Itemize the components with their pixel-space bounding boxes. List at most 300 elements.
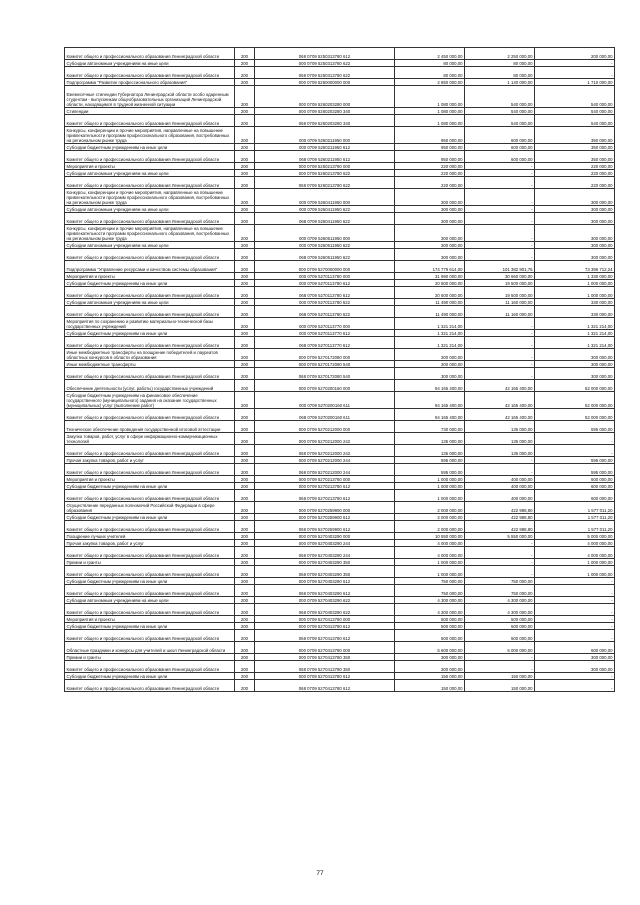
table-row <box>65 502 615 514</box>
executed-amount-cell: - <box>465 213 535 225</box>
line-code-cell: 200 <box>235 189 255 206</box>
unexecuted-amount-cell: - <box>535 445 615 457</box>
unexecuted-amount-cell: 1 577 011,20 <box>535 502 615 514</box>
budget-classification-cell: 000 0709 5270413780 612 <box>255 623 395 630</box>
unexecuted-amount-cell: - <box>535 585 615 597</box>
budget-classification-cell: 000 0709 5270200160 000 <box>255 380 395 392</box>
line-code-cell: 200 <box>235 559 255 566</box>
budget-classification-cell: 068 0709 5270413780 612 <box>255 680 395 692</box>
approved-amount-cell: 94 165 400,00 <box>395 392 465 409</box>
approved-amount-cell: 300 000,00 <box>395 349 465 361</box>
executed-amount-cell: - <box>465 457 535 464</box>
table-row <box>65 299 615 306</box>
unexecuted-amount-cell: 1 710 000,00 <box>535 79 615 86</box>
line-code-cell: 200 <box>235 368 255 380</box>
name-cell: Комитет общего и профессионального образования Ленинградской области <box>65 287 235 299</box>
name-cell: Премии и гранты <box>65 559 235 566</box>
page-number: 77 <box>316 870 324 877</box>
name-cell: Субсидии бюджетным учреждениям на иные цели <box>65 623 235 630</box>
budget-classification-cell: 068 0709 5270172080 540 <box>255 368 395 380</box>
approved-amount-cell: 1 000 000,00 <box>395 476 465 483</box>
unexecuted-amount-cell: - <box>535 623 615 630</box>
table-row <box>65 86 615 108</box>
name-cell: Комитет общего и профессионального образования Ленинградской области <box>65 337 235 349</box>
executed-amount-cell: 500 000,00 <box>465 630 535 642</box>
name-cell: Комитет общего и профессионального образования Ленинградской области <box>65 445 235 457</box>
unexecuted-amount-cell: 300 000,00 <box>535 242 615 249</box>
line-code-cell: 200 <box>235 163 255 170</box>
name-cell: Конкурсы, конференции и прочие мероприятия, направленные на повышение привлекательности программ профессионального образования, востребованных на региональном рынке труда <box>65 189 235 206</box>
approved-amount-cell: 150 000,00 <box>395 673 465 680</box>
name-cell: Мероприятия и проекты <box>65 476 235 483</box>
executed-amount-cell: - <box>465 189 535 206</box>
budget-classification-cell: 068 0709 5270213780 612 <box>255 490 395 502</box>
name-cell: Субсидии бюджетным учреждениям на иные цели <box>65 483 235 490</box>
approved-amount-cell: 1 000 000,00 <box>395 483 465 490</box>
executed-amount-cell: 42 165 400,00 <box>465 392 535 409</box>
unexecuted-amount-cell: 600 000,00 <box>535 476 615 483</box>
budget-classification-cell: 068 0709 5260511950 622 <box>255 249 395 261</box>
name-cell: Субсидии бюджетным учреждениям на иные цели <box>65 144 235 151</box>
budget-classification-cell: 000 0709 5270212000 000 <box>255 421 395 433</box>
line-code-cell: 200 <box>235 337 255 349</box>
name-cell: Техническое обеспечение проведения государственной итоговой аттестации <box>65 421 235 433</box>
name-cell: Комитет общего и профессионального образования Ленинградской области <box>65 249 235 261</box>
table-row <box>65 559 615 566</box>
table-row <box>65 261 615 273</box>
unexecuted-amount-cell: 1 321 214,00 <box>535 337 615 349</box>
budget-classification-cell: 068 0709 5270113780 622 <box>255 306 395 318</box>
executed-amount-cell: 19 500 000,00 <box>465 287 535 299</box>
unexecuted-amount-cell: 1 000 000,00 <box>535 287 615 299</box>
budget-classification-cell: 068 0709 5270212000 242 <box>255 445 395 457</box>
line-code-cell: 200 <box>235 261 255 273</box>
name-cell: Прочая закупка товаров, работ и услуг <box>65 540 235 547</box>
table-row <box>65 547 615 559</box>
unexecuted-amount-cell: 350 000,00 <box>535 144 615 151</box>
name-cell: Комитет общего и профессионального образования Ленинградской области <box>65 177 235 189</box>
line-code-cell: 200 <box>235 476 255 483</box>
approved-amount-cell: 300 000,00 <box>395 206 465 213</box>
name-cell: Комитет общего и профессионального образования Ленинградской области <box>65 409 235 421</box>
unexecuted-amount-cell: 350 000,00 <box>535 127 615 144</box>
name-cell: Субсидии бюджетным учреждениям на финансовое обеспечение государственного (муниципального) задания на оказание государственных (муниципальных) услуг (выполнение работ) <box>65 392 235 409</box>
budget-classification-cell: 000 0709 5260203280 340 <box>255 108 395 115</box>
line-code-cell: 200 <box>235 177 255 189</box>
table-row <box>65 604 615 616</box>
unexecuted-amount-cell: 350 000,00 <box>535 151 615 163</box>
name-cell: Комитет общего и профессионального образования Ленинградской области <box>65 368 235 380</box>
name-cell: Мероприятия и проекты <box>65 163 235 170</box>
table-row <box>65 445 615 457</box>
approved-amount-cell: 1 321 214,00 <box>395 337 465 349</box>
table-row <box>65 115 615 127</box>
table-row <box>65 630 615 642</box>
executed-amount-cell: - <box>465 330 535 337</box>
budget-classification-cell: 068 0709 5270113780 612 <box>255 287 395 299</box>
executed-amount-cell: 11 160 000,00 <box>465 299 535 306</box>
executed-amount-cell: 4 300 000,00 <box>465 597 535 604</box>
line-code-cell: 200 <box>235 380 255 392</box>
unexecuted-amount-cell: 52 000 000,00 <box>535 392 615 409</box>
table-row <box>65 585 615 597</box>
approved-amount-cell: 2 000 000,00 <box>395 514 465 521</box>
approved-amount-cell: 2 850 000,00 <box>395 79 465 86</box>
budget-classification-cell: 000 0709 5270403290 612 <box>255 578 395 585</box>
table-row <box>65 540 615 547</box>
approved-amount-cell: 20 500 000,00 <box>395 280 465 287</box>
line-code-cell: 200 <box>235 654 255 661</box>
name-cell: Комитет общего и профессионального образования Ленинградской области <box>65 306 235 318</box>
budget-classification-cell: 068 0709 5250313780 612 <box>255 48 395 60</box>
line-code-cell: 200 <box>235 630 255 642</box>
line-code-cell: 200 <box>235 392 255 409</box>
line-code-cell: 200 <box>235 170 255 177</box>
executed-amount-cell: - <box>465 225 535 242</box>
name-cell: Иные межбюджетные трансферты <box>65 361 235 368</box>
approved-amount-cell: 300 000,00 <box>395 368 465 380</box>
line-code-cell: 200 <box>235 597 255 604</box>
table-row <box>65 476 615 483</box>
line-code-cell: 200 <box>235 673 255 680</box>
table-row <box>65 242 615 249</box>
approved-amount-cell: 2 450 000,00 <box>395 48 465 60</box>
unexecuted-amount-cell: - <box>535 67 615 79</box>
budget-classification-cell: 000 0709 5270413780 612 <box>255 673 395 680</box>
unexecuted-amount-cell: - <box>535 630 615 642</box>
unexecuted-amount-cell: 52 000 000,00 <box>535 409 615 421</box>
budget-classification-cell: 000 0709 5270172080 540 <box>255 361 395 368</box>
line-code-cell: 200 <box>235 115 255 127</box>
line-code-cell: 200 <box>235 533 255 540</box>
unexecuted-amount-cell: 595 000,00 <box>535 464 615 476</box>
table-row <box>65 108 615 115</box>
table-row <box>65 177 615 189</box>
line-code-cell: 200 <box>235 521 255 533</box>
line-code-cell: 200 <box>235 273 255 280</box>
approved-amount-cell: 300 000,00 <box>395 225 465 242</box>
table-row <box>65 127 615 144</box>
approved-amount-cell: 300 000,00 <box>395 213 465 225</box>
name-cell: Комитет общего и профессионального образования Ленинградской области <box>65 464 235 476</box>
table-row <box>65 48 615 60</box>
approved-amount-cell: 4 300 000,00 <box>395 597 465 604</box>
name-cell: Субсидии автономным учреждениям на иные цели <box>65 299 235 306</box>
executed-amount-cell: - <box>465 368 535 380</box>
unexecuted-amount-cell: 595 000,00 <box>535 421 615 433</box>
name-cell: Иные межбюджетные трансферты на поощрение победителей и лауреатов областных конкурсов в области образования <box>65 349 235 361</box>
line-code-cell: 200 <box>235 318 255 330</box>
line-code-cell: 200 <box>235 361 255 368</box>
approved-amount-cell: 220 000,00 <box>395 170 465 177</box>
unexecuted-amount-cell: - <box>535 680 615 692</box>
name-cell: Субсидии бюджетным учреждениям на иные цели <box>65 673 235 680</box>
approved-amount-cell: 4 000 000,00 <box>395 547 465 559</box>
name-cell: Комитет общего и профессионального образования Ленинградской области <box>65 585 235 597</box>
table-row <box>65 654 615 661</box>
budget-classification-cell: 000 0709 5260211950 612 <box>255 144 395 151</box>
executed-amount-cell: 150 000,00 <box>465 680 535 692</box>
line-code-cell: 200 <box>235 86 255 108</box>
name-cell: Комитет общего и профессионального образования Ленинградской области <box>65 566 235 578</box>
budget-classification-cell: 068 0709 5270403290 350 <box>255 566 395 578</box>
line-code-cell: 200 <box>235 299 255 306</box>
table-row <box>65 273 615 280</box>
budget-classification-cell: 000 0709 5270413780 000 <box>255 616 395 623</box>
line-code-cell: 200 <box>235 464 255 476</box>
line-code-cell: 200 <box>235 127 255 144</box>
line-code-cell: 200 <box>235 616 255 623</box>
table-row <box>65 79 615 86</box>
executed-amount-cell: 422 988,80 <box>465 521 535 533</box>
table-row <box>65 280 615 287</box>
approved-amount-cell: 11 490 000,00 <box>395 299 465 306</box>
executed-amount-cell: 101 382 901,76 <box>465 261 535 273</box>
line-code-cell: 200 <box>235 604 255 616</box>
executed-amount-cell: - <box>465 654 535 661</box>
unexecuted-amount-cell: 300 000,00 <box>535 249 615 261</box>
executed-amount-cell: 42 165 400,00 <box>465 409 535 421</box>
budget-classification-cell: 000 0709 5270172080 000 <box>255 349 395 361</box>
name-cell: Комитет общего и профессионального образования Ленинградской области <box>65 604 235 616</box>
approved-amount-cell: 94 165 400,00 <box>395 380 465 392</box>
budget-classification-cell: 068 0709 5270403290 612 <box>255 585 395 597</box>
executed-amount-cell: - <box>465 206 535 213</box>
unexecuted-amount-cell: 220 000,00 <box>535 163 615 170</box>
approved-amount-cell: 5 600 000,00 <box>395 642 465 654</box>
unexecuted-amount-cell: 540 000,00 <box>535 115 615 127</box>
unexecuted-amount-cell: 5 000 000,00 <box>535 533 615 540</box>
executed-amount-cell: 540 000,00 <box>465 108 535 115</box>
name-cell: Ежемесячные стипендии Губернатора Ленинградской области особо одаренным студентам - выпускникам общеобразовательных организаций Ленинградской области, находящимся в трудной жизненной ситуации <box>65 86 235 108</box>
unexecuted-amount-cell: - <box>535 433 615 445</box>
budget-classification-cell: 000 0709 5270113770 000 <box>255 318 395 330</box>
table-row <box>65 616 615 623</box>
line-code-cell: 200 <box>235 108 255 115</box>
budget-classification-cell: 068 0709 5270259900 612 <box>255 521 395 533</box>
name-cell: Субсидии автономным учреждениям на иные цели <box>65 597 235 604</box>
approved-amount-cell: 150 000,00 <box>395 680 465 692</box>
budget-table-page <box>64 47 614 692</box>
budget-classification-cell: 000 0709 5260411950 000 <box>255 189 395 206</box>
table-row <box>65 578 615 585</box>
unexecuted-amount-cell: 1 000 000,00 <box>535 280 615 287</box>
line-code-cell: 200 <box>235 421 255 433</box>
executed-amount-cell: 1 140 000,00 <box>465 79 535 86</box>
budget-classification-cell: 000 0709 5260213780 000 <box>255 163 395 170</box>
name-cell: Субсидии бюджетным учреждениям на иные цели <box>65 330 235 337</box>
table-row <box>65 151 615 163</box>
line-code-cell: 200 <box>235 242 255 249</box>
line-code-cell: 200 <box>235 433 255 445</box>
line-code-cell: 200 <box>235 287 255 299</box>
executed-amount-cell: 135 000,00 <box>465 421 535 433</box>
name-cell: Комитет общего и профессионального образования Ленинградской области <box>65 680 235 692</box>
budget-classification-cell: 068 0709 5270413780 350 <box>255 661 395 673</box>
name-cell: Прочая закупка товаров, работ и услуг <box>65 457 235 464</box>
unexecuted-amount-cell: 540 000,00 <box>535 86 615 108</box>
executed-amount-cell: 4 300 000,00 <box>465 604 535 616</box>
executed-amount-cell: 500 000,00 <box>465 623 535 630</box>
table-row <box>65 60 615 67</box>
line-code-cell: 200 <box>235 483 255 490</box>
table-row <box>65 361 615 368</box>
name-cell: Подпрограмма "Управление ресурсами и качеством системы образования" <box>65 261 235 273</box>
executed-amount-cell: 30 660 000,00 <box>465 273 535 280</box>
unexecuted-amount-cell: 1 321 214,00 <box>535 318 615 330</box>
budget-classification-cell: 000 0709 5270212000 244 <box>255 457 395 464</box>
table-row <box>65 380 615 392</box>
budget-classification-cell: 000 0709 5270259900 612 <box>255 514 395 521</box>
executed-amount-cell: 80 000,00 <box>465 60 535 67</box>
executed-amount-cell: - <box>465 349 535 361</box>
budget-classification-cell: 068 0709 5270113770 612 <box>255 337 395 349</box>
approved-amount-cell: 750 000,00 <box>395 585 465 597</box>
approved-amount-cell: 300 000,00 <box>395 249 465 261</box>
executed-amount-cell: 600 000,00 <box>465 151 535 163</box>
line-code-cell: 200 <box>235 623 255 630</box>
table-row <box>65 457 615 464</box>
table-row <box>65 249 615 261</box>
approved-amount-cell: 1 080 000,00 <box>395 86 465 108</box>
executed-amount-cell: 400 000,00 <box>465 490 535 502</box>
budget-classification-cell: 000 0709 5270113780 622 <box>255 299 395 306</box>
budget-classification-cell: 000 0709 5270000000 000 <box>255 261 395 273</box>
approved-amount-cell: 80 000,00 <box>395 67 465 79</box>
approved-amount-cell: 595 000,00 <box>395 457 465 464</box>
budget-classification-cell: 068 0709 5260213780 622 <box>255 177 395 189</box>
executed-amount-cell: 135 000,00 <box>465 433 535 445</box>
line-code-cell: 200 <box>235 642 255 654</box>
table-row <box>65 318 615 330</box>
line-code-cell: 200 <box>235 206 255 213</box>
budget-classification-cell: 000 0709 5270403290 000 <box>255 533 395 540</box>
approved-amount-cell: 1 080 000,00 <box>395 115 465 127</box>
approved-amount-cell: 174 779 614,00 <box>395 261 465 273</box>
table-row <box>65 67 615 79</box>
name-cell: Комитет общего и профессионального образования Ленинградской области <box>65 48 235 60</box>
unexecuted-amount-cell: 300 000,00 <box>535 661 615 673</box>
unexecuted-amount-cell: - <box>535 616 615 623</box>
approved-amount-cell: 1 000 000,00 <box>395 566 465 578</box>
table-row <box>65 330 615 337</box>
name-cell: Конкурсы, конференции и прочие мероприятия, направленные на повышение привлекательности программ профессионального образования, востребованных на региональном рынке труда <box>65 225 235 242</box>
unexecuted-amount-cell: 300 000,00 <box>535 349 615 361</box>
line-code-cell: 200 <box>235 280 255 287</box>
unexecuted-amount-cell: 1 000 000,00 <box>535 559 615 566</box>
executed-amount-cell: 422 988,80 <box>465 514 535 521</box>
executed-amount-cell: - <box>465 170 535 177</box>
budget-classification-cell: 068 0709 5270212000 244 <box>255 464 395 476</box>
name-cell: Комитет общего и профессионального образования Ленинградской области <box>65 547 235 559</box>
approved-amount-cell: 94 165 400,00 <box>395 409 465 421</box>
table-row <box>65 642 615 654</box>
executed-amount-cell: 400 000,00 <box>465 476 535 483</box>
name-cell: Субсидии бюджетным учреждениям на иные цели <box>65 280 235 287</box>
unexecuted-amount-cell: 1 321 214,00 <box>535 330 615 337</box>
line-code-cell: 200 <box>235 585 255 597</box>
budget-classification-cell: 068 0709 5260203280 340 <box>255 115 395 127</box>
unexecuted-amount-cell: 220 000,00 <box>535 170 615 177</box>
executed-amount-cell: 600 000,00 <box>465 127 535 144</box>
table-row <box>65 287 615 299</box>
line-code-cell: 200 <box>235 661 255 673</box>
approved-amount-cell: 220 000,00 <box>395 163 465 170</box>
approved-amount-cell: 730 000,00 <box>395 421 465 433</box>
approved-amount-cell: 2 000 000,00 <box>395 502 465 514</box>
budget-classification-cell: 068 0709 5270403290 244 <box>255 547 395 559</box>
unexecuted-amount-cell: 1 000 000,00 <box>535 566 615 578</box>
approved-amount-cell: 300 000,00 <box>395 661 465 673</box>
unexecuted-amount-cell: 1 330 000,00 <box>535 273 615 280</box>
name-cell: Мероприятия и проекты <box>65 273 235 280</box>
unexecuted-amount-cell: 300 000,00 <box>535 225 615 242</box>
executed-amount-cell: 42 165 400,00 <box>465 380 535 392</box>
executed-amount-cell: 5 550 000,00 <box>465 533 535 540</box>
executed-amount-cell: - <box>465 318 535 330</box>
line-code-cell: 200 <box>235 306 255 318</box>
executed-amount-cell: 11 160 000,00 <box>465 306 535 318</box>
name-cell: Осуществление переданных полномочий Российской Федерации в сфере образования <box>65 502 235 514</box>
unexecuted-amount-cell: 330 000,00 <box>535 299 615 306</box>
executed-amount-cell: 540 000,00 <box>465 86 535 108</box>
table-row <box>65 306 615 318</box>
budget-classification-cell: 000 0709 5270200160 611 <box>255 392 395 409</box>
budget-classification-cell: 068 0709 5270403290 622 <box>255 604 395 616</box>
unexecuted-amount-cell: 200 000,00 <box>535 48 615 60</box>
approved-amount-cell: 300 000,00 <box>395 654 465 661</box>
unexecuted-amount-cell: 1 577 011,20 <box>535 514 615 521</box>
executed-amount-cell: 540 000,00 <box>465 115 535 127</box>
table-row <box>65 337 615 349</box>
table-row <box>65 349 615 361</box>
unexecuted-amount-cell: 73 396 712,24 <box>535 261 615 273</box>
table-row <box>65 673 615 680</box>
approved-amount-cell: 31 990 000,00 <box>395 273 465 280</box>
table-row <box>65 189 615 206</box>
name-cell: Премии и гранты <box>65 654 235 661</box>
executed-amount-cell: 750 000,00 <box>465 578 535 585</box>
budget-classification-cell: 000 0709 5270212000 242 <box>255 433 395 445</box>
budget-classification-cell: 068 0709 5260411950 622 <box>255 213 395 225</box>
name-cell: Комитет общего и профессионального образования Ленинградской области <box>65 490 235 502</box>
unexecuted-amount-cell: 300 000,00 <box>535 368 615 380</box>
approved-amount-cell: 1 000 000,00 <box>395 490 465 502</box>
table-row <box>65 597 615 604</box>
line-code-cell: 200 <box>235 547 255 559</box>
budget-classification-cell: 000 0709 5270259900 000 <box>255 502 395 514</box>
line-code-cell: 200 <box>235 67 255 79</box>
executed-amount-cell: - <box>465 242 535 249</box>
executed-amount-cell: - <box>465 163 535 170</box>
approved-amount-cell: 500 000,00 <box>395 630 465 642</box>
line-code-cell: 200 <box>235 445 255 457</box>
line-code-cell: 200 <box>235 349 255 361</box>
executed-amount-cell: 135 000,00 <box>465 445 535 457</box>
line-code-cell: 200 <box>235 457 255 464</box>
name-cell: Стипендии <box>65 108 235 115</box>
budget-classification-cell: 000 0709 5260511950 000 <box>255 225 395 242</box>
budget-classification-cell: 000 0709 5270113780 000 <box>255 273 395 280</box>
table-row <box>65 521 615 533</box>
table-row <box>65 623 615 630</box>
name-cell: Комитет общего и профессионального образования Ленинградской области <box>65 213 235 225</box>
unexecuted-amount-cell: 600 000,00 <box>535 642 615 654</box>
name-cell: Комитет общего и профессионального образования Ленинградской области <box>65 151 235 163</box>
approved-amount-cell: 595 000,00 <box>395 464 465 476</box>
table-row <box>65 464 615 476</box>
unexecuted-amount-cell: - <box>535 604 615 616</box>
